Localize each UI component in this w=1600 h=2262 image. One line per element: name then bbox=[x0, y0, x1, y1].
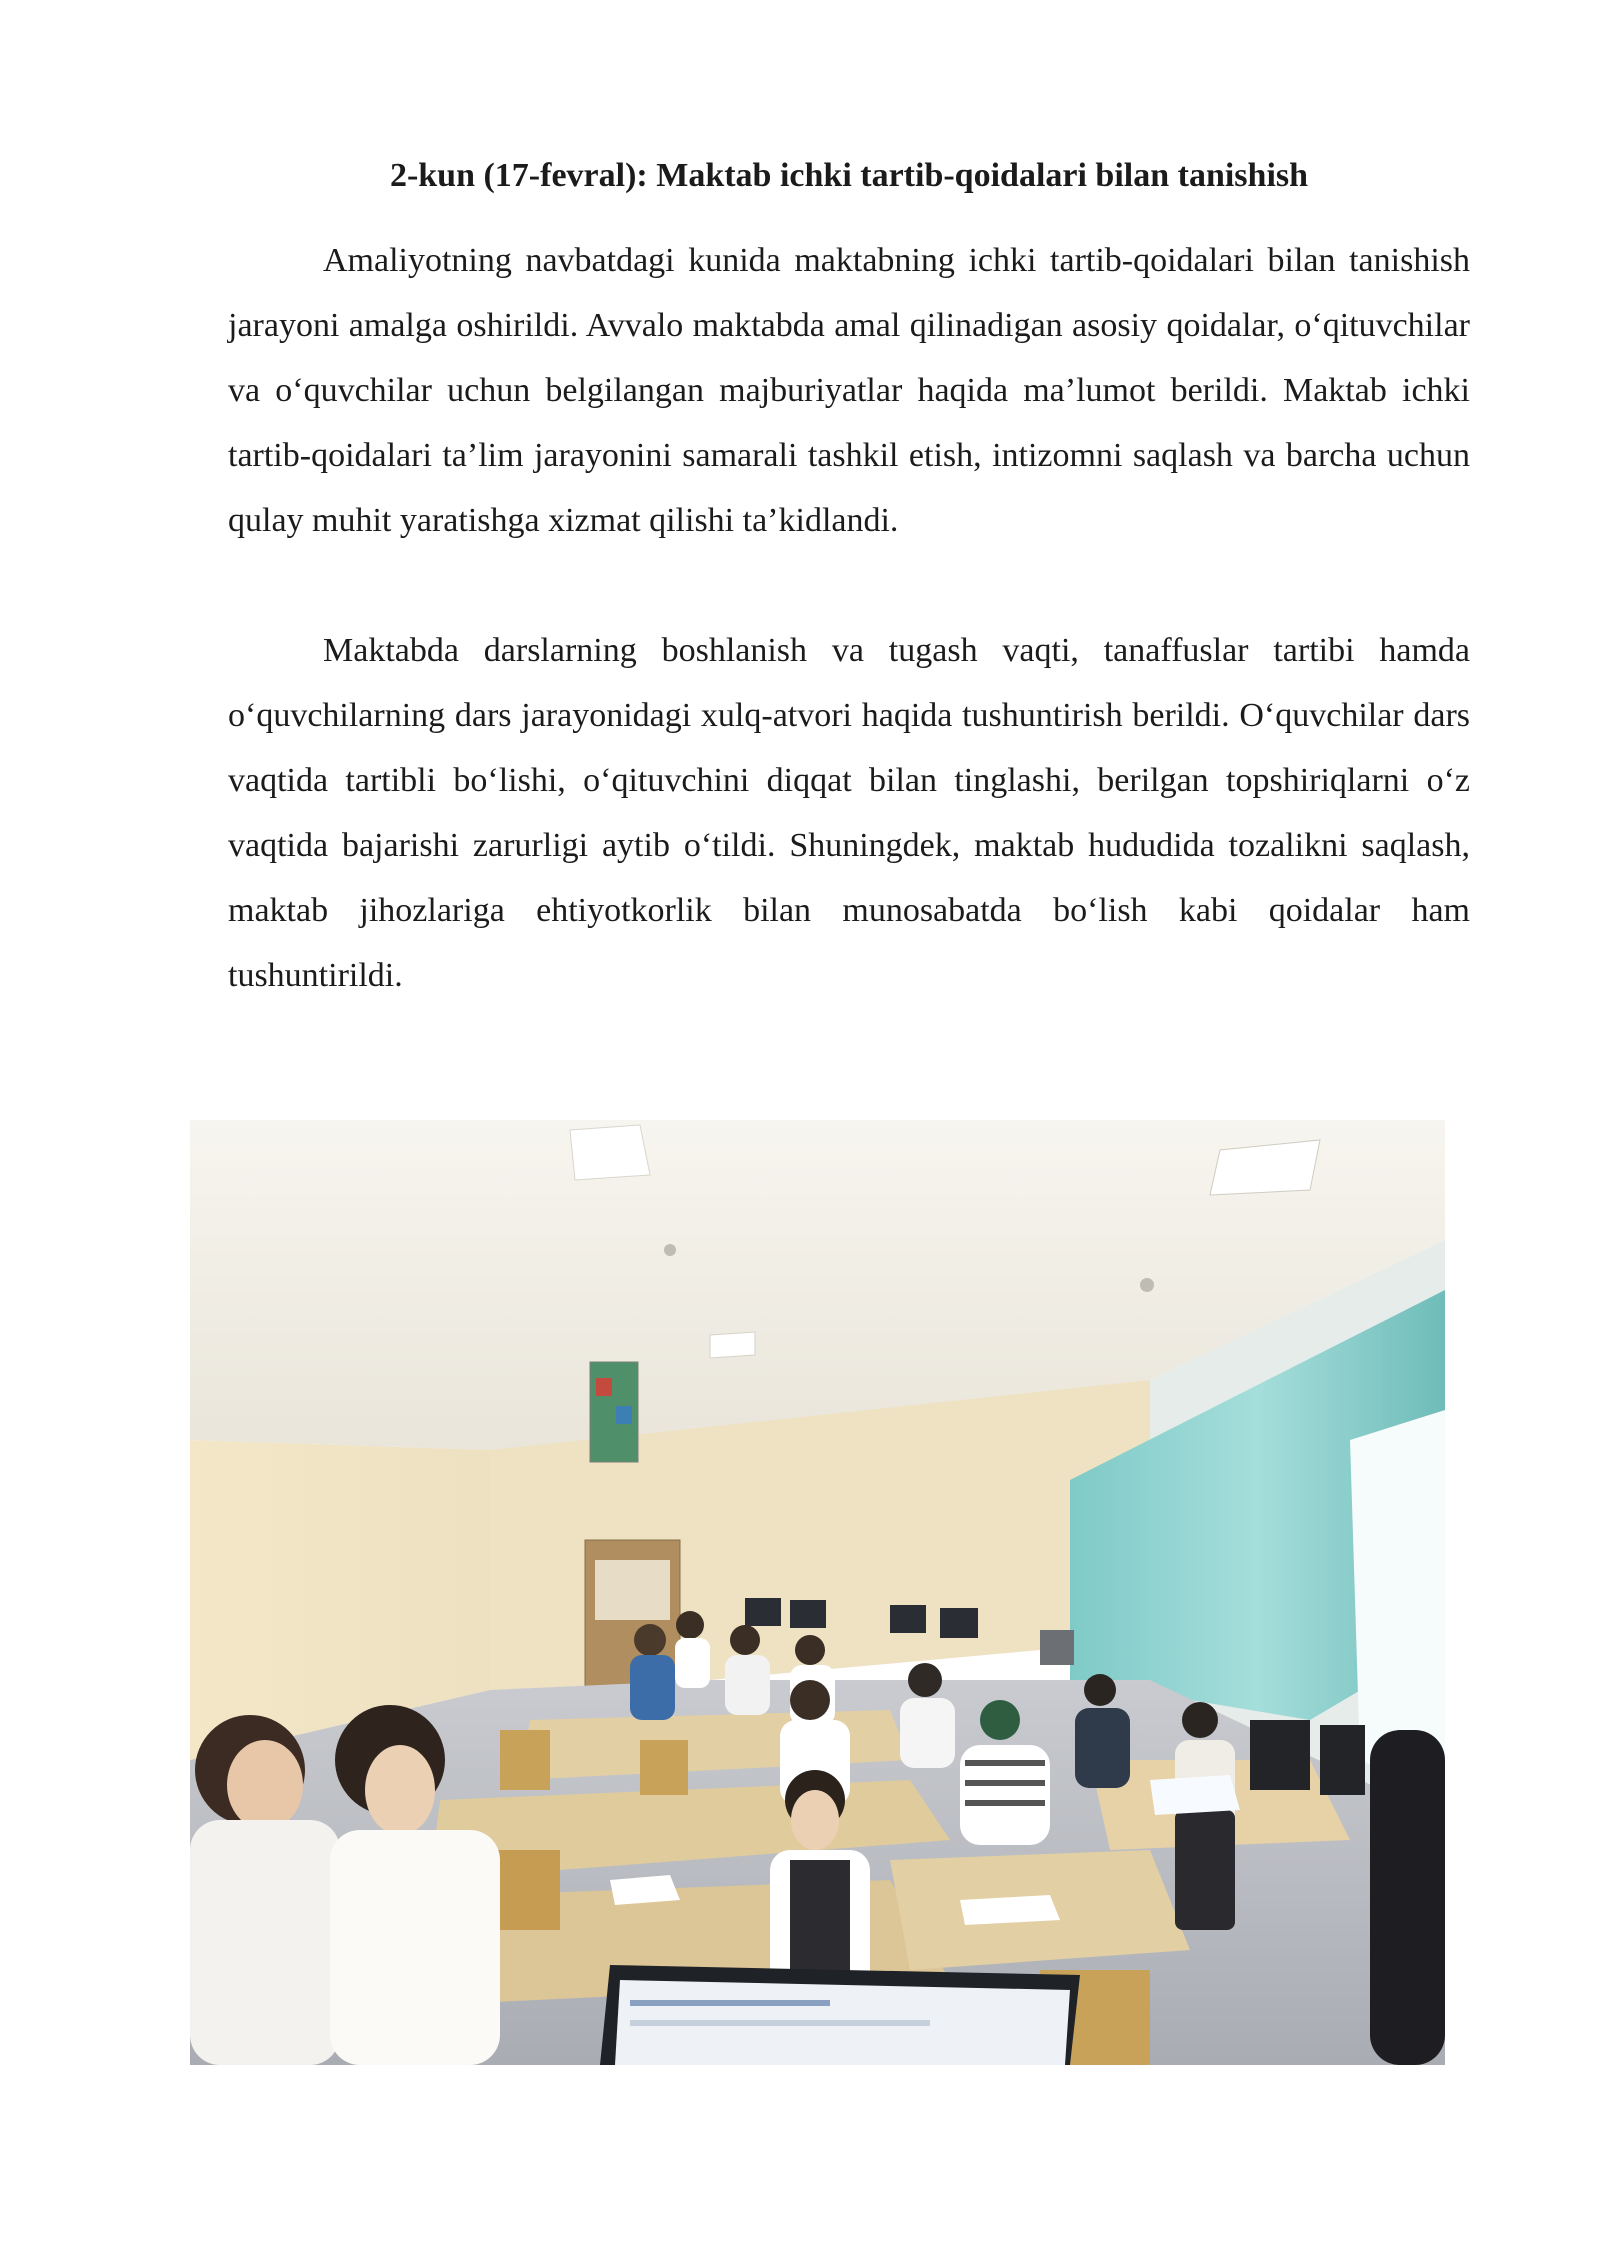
standing-person bbox=[1370, 1730, 1445, 2065]
printer bbox=[1040, 1630, 1074, 1665]
ceiling-light-3 bbox=[710, 1332, 755, 1358]
classroom-photo-illustration bbox=[190, 1120, 1445, 2065]
ceiling-light-1 bbox=[570, 1125, 650, 1180]
camera-dome-1 bbox=[664, 1244, 676, 1256]
camera-dome-2 bbox=[1140, 1278, 1154, 1292]
body-paragraph-2: Maktabda darslarning boshlanish va tugash vaqti, tanaffuslar tartibi hamda o‘quvchilarning dars jarayonidagi xulq-atvori haqida tushuntirish berildi. O‘quvchilar dars vaqtida tartibli bo‘lishi, o‘qituvchini diqqat bilan tinglashi, berilgan topshiriqlarni o‘z vaqtida bajarishi zarurligi aytib o‘tildi. Shuningdek, maktab hududida tozalikni saqlash, maktab jihozlariga ehtiyotkorlik bilan munosabatda bo‘lish kabi qoidalar ham tushuntirildi. bbox=[228, 632, 1470, 994]
classroom-photo bbox=[190, 1120, 1445, 2065]
section-heading: 2-kun (17-fevral): Maktab ichki tartib-qoidalari bilan tanishish bbox=[389, 157, 1309, 194]
body-paragraph-1: Amaliyotning navbatdagi kunida maktabning ichki tartib-qoidalari bilan tanishish jarayoni amalga oshirildi. Avvalo maktabda amal qilinadigan asosiy qoidalar, o‘qituvchilar va o‘quvchilar uchun belgilangan majburiyatlar haqida ma’lumot berildi. Maktab ichki tartib-qoidalari ta’lim jarayonini samarali tashkil etish, intizomni saqlash va barcha uchun qulay muhit yaratishga xizmat qilishi ta’kidlandi. bbox=[228, 242, 1470, 539]
